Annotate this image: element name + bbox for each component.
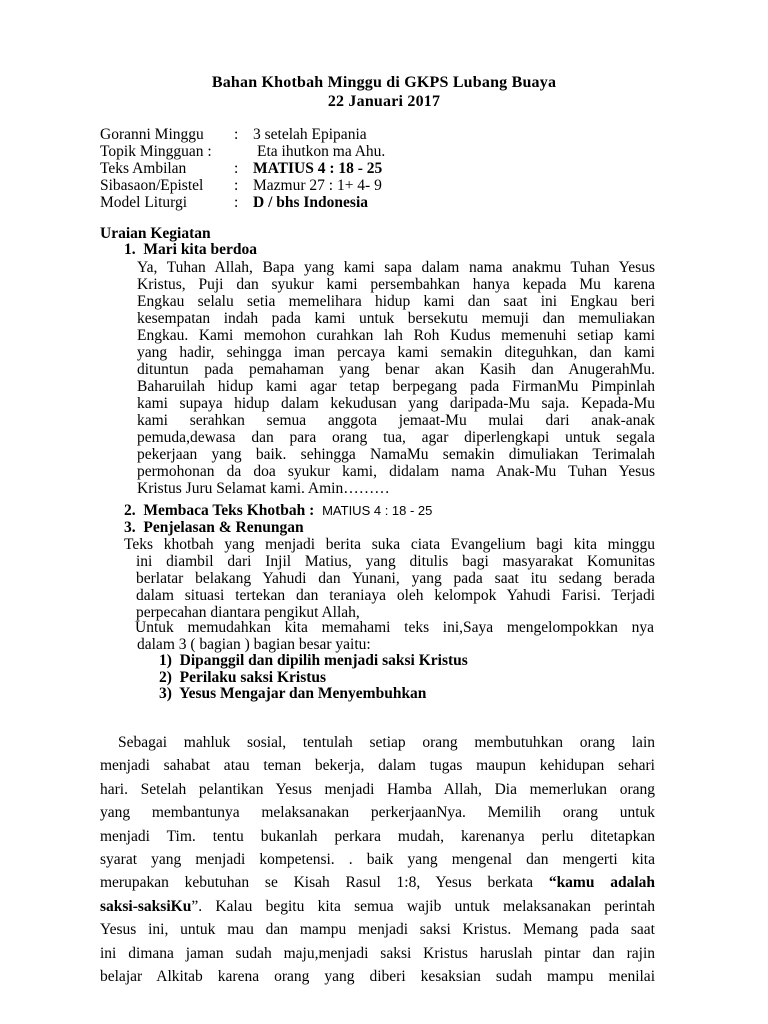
part-label: Perilaku saksi Kristus [179,669,327,686]
text-line: berlatar belakang Yahudi dan Yunani, yang pada saat itu sedang berada [136,570,655,587]
text-line: pekerjaan yang baik. sehingga NamaMu semakin dimuliakan Terimalah [137,446,655,463]
meta-colon: : [234,126,239,143]
quote-bold: saksi-saksiKu [100,897,192,915]
text-line: menjadi sahabat atau teman bekerja, dalam tugas maupun kehidupan sehari [100,757,655,775]
text-line: yang hadir, sehingga iman percaya kami semakin diteguhkan, dan kami [137,344,655,361]
text-line: permohonan da doa syukur kami, didalam nama Anak-Mu Tuhan Yesus [137,463,655,480]
text-line: perpecahan diantara pengikut Allah, [136,604,360,621]
meta-value: D / bhs Indonesia [253,194,369,211]
text-segment: merupakan kebutuhan se Kisah Rasul 1:8, Yesus berkata [100,874,534,892]
part-item [159,685,426,702]
meta-colon: : [234,194,239,211]
document-date: 22 Januari 2017 [327,93,441,110]
text-line: ini dimana jaman sudah maju,menjadi saksi Kristus haruslah pintar dan rajin [100,944,655,962]
text-line: Teks khotbah yang menjadi berita suka ciata Evangelium bagi kita minggu [124,536,655,553]
text-line: pemuda,dewasa dan para orang tua, agar diperlengkapi untuk segala [137,429,655,446]
item-label: Penjelasan & Renungan [143,519,304,536]
part-number: 2) [159,669,172,686]
meta-colon: : [234,160,239,177]
text-line: hari. Setelah pelantikan Yesus menjadi Hamba Allah, Dia memerlukan orang [100,780,655,798]
text-line: Untuk memudahkan kita memahami teks ini,Saya mengelompokkan nya [135,619,654,636]
quote-bold: “kamu adalah [548,874,656,892]
section-heading: Uraian Kegiatan [100,225,211,242]
text-line: Engkau. Kami memohon curahkan lah Roh Kudus memenuhi setiap kami [137,327,655,344]
item-1-heading [124,241,257,258]
prayer-paragraph [137,259,655,497]
meta-colon: : [234,177,239,194]
item-number: 1. [124,241,136,258]
text-line: Kristus Juru Selamat kami. Amin……… [137,480,390,497]
text-line: Sebagai mahluk sosial, tentulah setiap orang membutuhkan orang lain [118,734,655,751]
meta-value: Mazmur 27 : 1+ 4- 9 [253,177,382,194]
meta-key: Model Liturgi [100,194,188,211]
meta-key: Teks Ambilan [100,160,187,177]
item-number: 3. [124,519,136,536]
scripture-reference: MATIUS 4 : 18 - 25 [322,503,433,518]
text-line: menjadi Tim. tentu bukanlah perkara mudah, karenanya perlu ditetapkan [100,827,655,845]
text-line: belajar Alkitab karena orang yang diberi kesaksian sudah mampu menilai [100,967,655,985]
part-number: 1) [159,652,172,669]
text-line: yang membantunya melaksanakan perkerjaanNya. Memilih orang untuk [100,804,655,822]
meta-key: Sibasaon/Epistel [100,177,204,194]
meta-value: MATIUS 4 : 18 - 25 [253,160,383,177]
text-line: dalam 3 ( bagian ) bagian besar yaitu: [137,636,371,653]
text-line: dalam situasi tertekan dan teraniaya oleh kelompok Yahudi Farisi. Terjadi [136,587,655,604]
item-label: Mari kita berdoa [143,241,258,258]
meta-key: Goranni Minggu [100,126,204,143]
item-number: 2. [124,502,136,519]
document-title: Bahan Khotbah Minggu di GKPS Lubang Buaya [211,74,557,91]
item-3-heading [124,519,304,536]
meta-key: Topik Mingguan : [100,143,212,160]
text-line-with-quote [100,871,655,894]
text-line: kami serahkan semua anggota jemaat-Mu mulai dari anak-anak [137,412,655,429]
text-line: ini diambil dari Injil Matius, yang ditulis bagi masyarakat Komunitas [136,553,655,570]
grouping-paragraph [135,619,654,653]
text-line: Yesus ini, untuk mau dan mampu menjadi saksi Kristus. Memang pada saat [100,921,655,939]
text-line: Baharuilah hidup kami agar tetap berpegang pada FirmanMu Pimpinlah [137,378,655,395]
meta-value: 3 setelah Epipania [253,126,367,143]
part-number: 3) [159,685,172,702]
item-label: Membaca Teks Khotbah : [143,502,315,519]
text-line: Engkau selalu setia memelihara hidup kami dan saat ini Engkau beri [137,293,655,310]
body-paragraph [100,731,655,988]
part-label: Yesus Mengajar dan Menyembuhkan [179,685,427,702]
meta-value: Eta ihutkon ma Ahu. [257,143,386,160]
text-line: kesempatan indah pada kami untuk bersekutu memuji dan memuliakan [137,310,655,327]
renungan-paragraph [124,536,655,621]
text-line: Ya, Tuhan Allah, Bapa yang kami sapa dalam nama anakmu Tuhan Yesus [137,259,655,276]
text-line: kami supaya hidup dalam kekudusan yang daripada-Mu saja. Kepada-Mu [137,395,655,412]
text-line: saksi-saksiKu”. Kalau begitu kita semua wajib untuk melaksanakan perintah [100,897,655,915]
part-item [159,652,468,669]
text-line: syarat yang menjadi kompetensi. . baik yang mengenal dan mengerti kita [100,850,655,868]
text-line: dituntun pada pemahaman yang benar akan Kasih dan AnugerahMu. [137,361,655,378]
item-2-heading [124,502,432,519]
text-line: Kristus, Puji dan syukur kami persembahkan hanya kepada Mu karena [137,276,655,293]
part-label: Dipanggil dan dipilih menjadi saksi Kristus [179,652,468,669]
part-item [159,669,326,686]
